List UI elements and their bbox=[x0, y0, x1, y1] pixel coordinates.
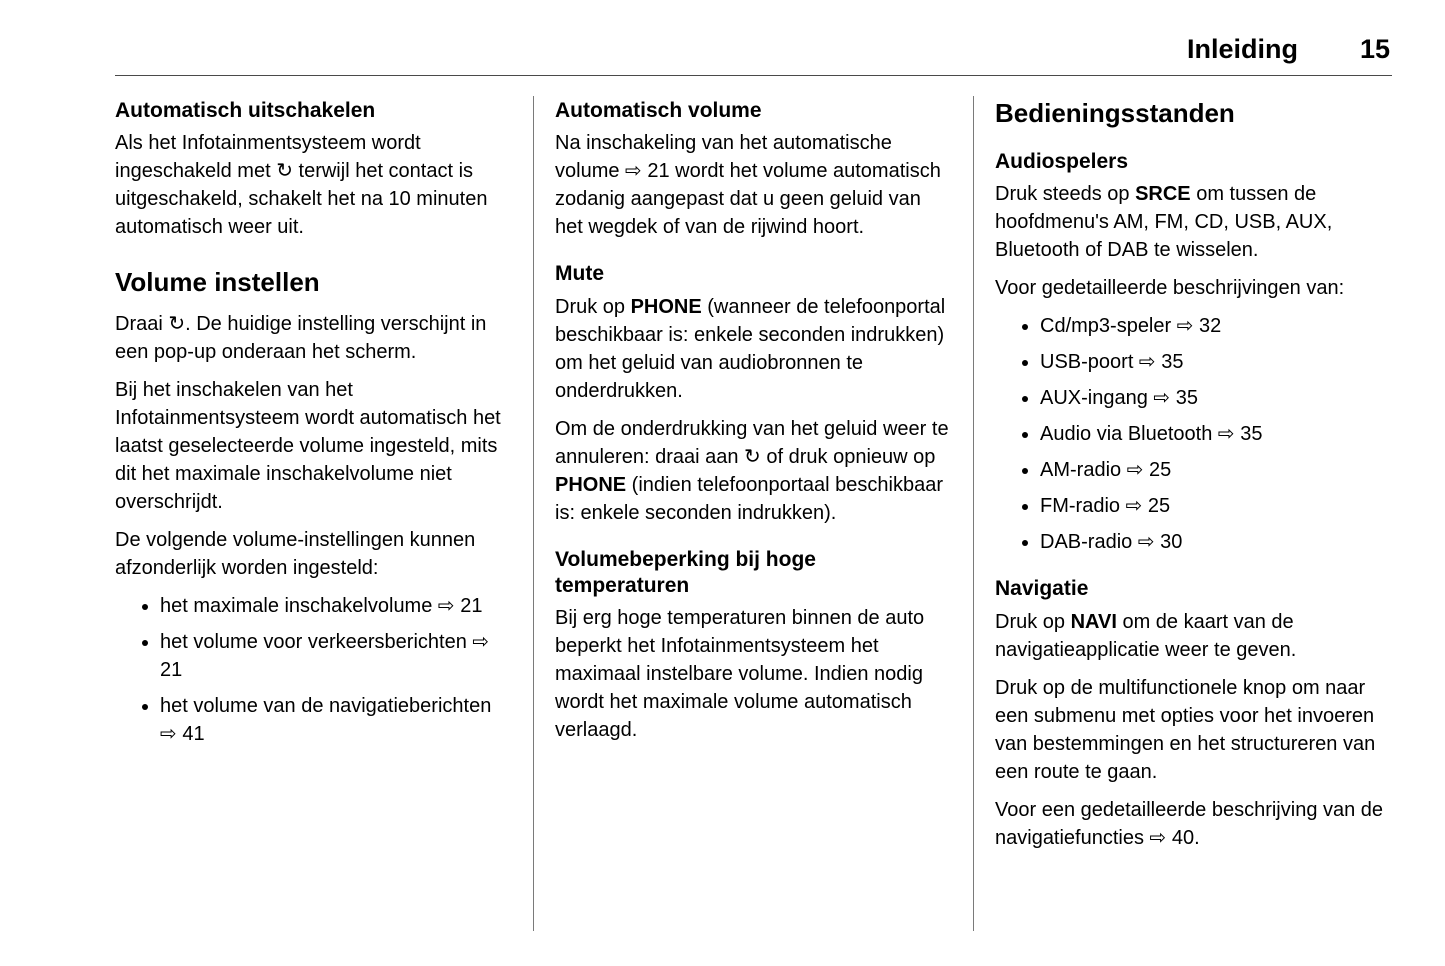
list-item: • USB-poort ⇨ 35 bbox=[1040, 348, 1392, 376]
paragraph: De volgende volume-instellingen kunnen afzonderlijk worden ingesteld: bbox=[115, 529, 476, 580]
section-heading-bedieningsstanden: Bedieningsstanden bbox=[995, 98, 1235, 128]
section-heading-volume-instellen: Volume instellen bbox=[115, 267, 320, 298]
column-3 bbox=[995, 96, 1392, 931]
section-heading-audiospelers: Audiospelers bbox=[995, 150, 1129, 174]
paragraph: Druk op PHONE (wanneer de telefoonportal beschikbaar is: enkele seconden indrukken) om het geluid van audiobronnen te onderdrukken. bbox=[555, 295, 946, 402]
column-1 bbox=[115, 96, 512, 931]
paragraph: Na inschakeling van het automatische volume ⇨ 21 wordt het volume automatisch zodanig aangepast dat u geen geluid van het wegdek of van de rijwind hoort. bbox=[555, 132, 941, 239]
section-heading-navigatie: Navigatie bbox=[995, 577, 1089, 601]
paragraph: Als het Infotainmentsysteem wordt ingeschakeld met ↻ terwijl het contact is uitgeschakeld, schakelt het na 10 minuten automatisch weer uit. bbox=[115, 132, 488, 239]
paragraph: Voor een gedetailleerde beschrijving van de navigatiefuncties ⇨ 40. bbox=[995, 798, 1384, 849]
section-heading-auto-uitschakelen: Automatisch uitschakelen bbox=[115, 99, 376, 122]
list-item: • AM-radio ⇨ 25 bbox=[1040, 456, 1392, 484]
bullet-list-audio-sources bbox=[995, 312, 1392, 556]
column-divider bbox=[533, 96, 534, 931]
paragraph: Voor gedetailleerde beschrijvingen van: bbox=[995, 277, 1345, 300]
paragraph: Bij het inschakelen van het Infotainmentsysteem wordt automatisch het laatst geselecteerde volume ingesteld, mits dit het maximale inschakelvolume niet overschrijdt. bbox=[115, 379, 501, 514]
paragraph: Bij erg hoge temperaturen binnen de auto beperkt het Infotainmentsysteem het maximaal instelbare volume. Indien nodig wordt het maximale volume automatisch verlaagd. bbox=[555, 607, 925, 741]
section-heading-volumebeperking: Volumebeperking bij hoge temperaturen bbox=[555, 547, 816, 597]
list-item: • het maximale inschakelvolume ⇨ 21 bbox=[160, 592, 512, 620]
paragraph: Druk steeds op SRCE om tussen de hoofdmenu's AM, FM, CD, USB, AUX, Bluetooth of DAB te wisselen. bbox=[995, 183, 1333, 262]
bullet-list-volume-settings bbox=[115, 592, 512, 748]
paragraph: Om de onderdrukking van het geluid weer te annuleren: draai aan ↻ of druk opnieuw op PHONE (indien telefoonportaal beschikbaar is: enkele seconden indrukken). bbox=[555, 417, 949, 524]
paragraph: Druk op NAVI om de kaart van de navigatieapplicatie weer te geven. bbox=[995, 610, 1297, 661]
section-heading-mute: Mute bbox=[555, 262, 604, 286]
list-item: • DAB-radio ⇨ 30 bbox=[1040, 528, 1392, 556]
paragraph: Draai ↻. De huidige instelling verschijnt in een pop-up onderaan het scherm. bbox=[115, 313, 487, 364]
list-item: • het volume van de navigatieberichten ⇨ 41 bbox=[160, 692, 512, 748]
paragraph: Druk op de multifunctionele knop om naar een submenu met opties voor het invoeren van bestemmingen en het structureren van een route te gaan. bbox=[995, 676, 1376, 783]
page-number: 15 bbox=[1359, 34, 1390, 64]
page-header bbox=[0, 0, 1445, 65]
list-item: • Audio via Bluetooth ⇨ 35 bbox=[1040, 420, 1392, 448]
column-divider bbox=[973, 96, 974, 931]
header-rule bbox=[115, 75, 1392, 76]
list-item: • het volume voor verkeersberichten ⇨ 21 bbox=[160, 628, 512, 684]
section-heading-automatisch-volume: Automatisch volume bbox=[555, 99, 762, 122]
chapter-title: Inleiding bbox=[1186, 34, 1298, 64]
list-item: • FM-radio ⇨ 25 bbox=[1040, 492, 1392, 520]
list-item: • AUX-ingang ⇨ 35 bbox=[1040, 384, 1392, 412]
column-2 bbox=[555, 96, 952, 931]
page-content bbox=[0, 96, 1445, 931]
list-item: • Cd/mp3-speler ⇨ 32 bbox=[1040, 312, 1392, 340]
